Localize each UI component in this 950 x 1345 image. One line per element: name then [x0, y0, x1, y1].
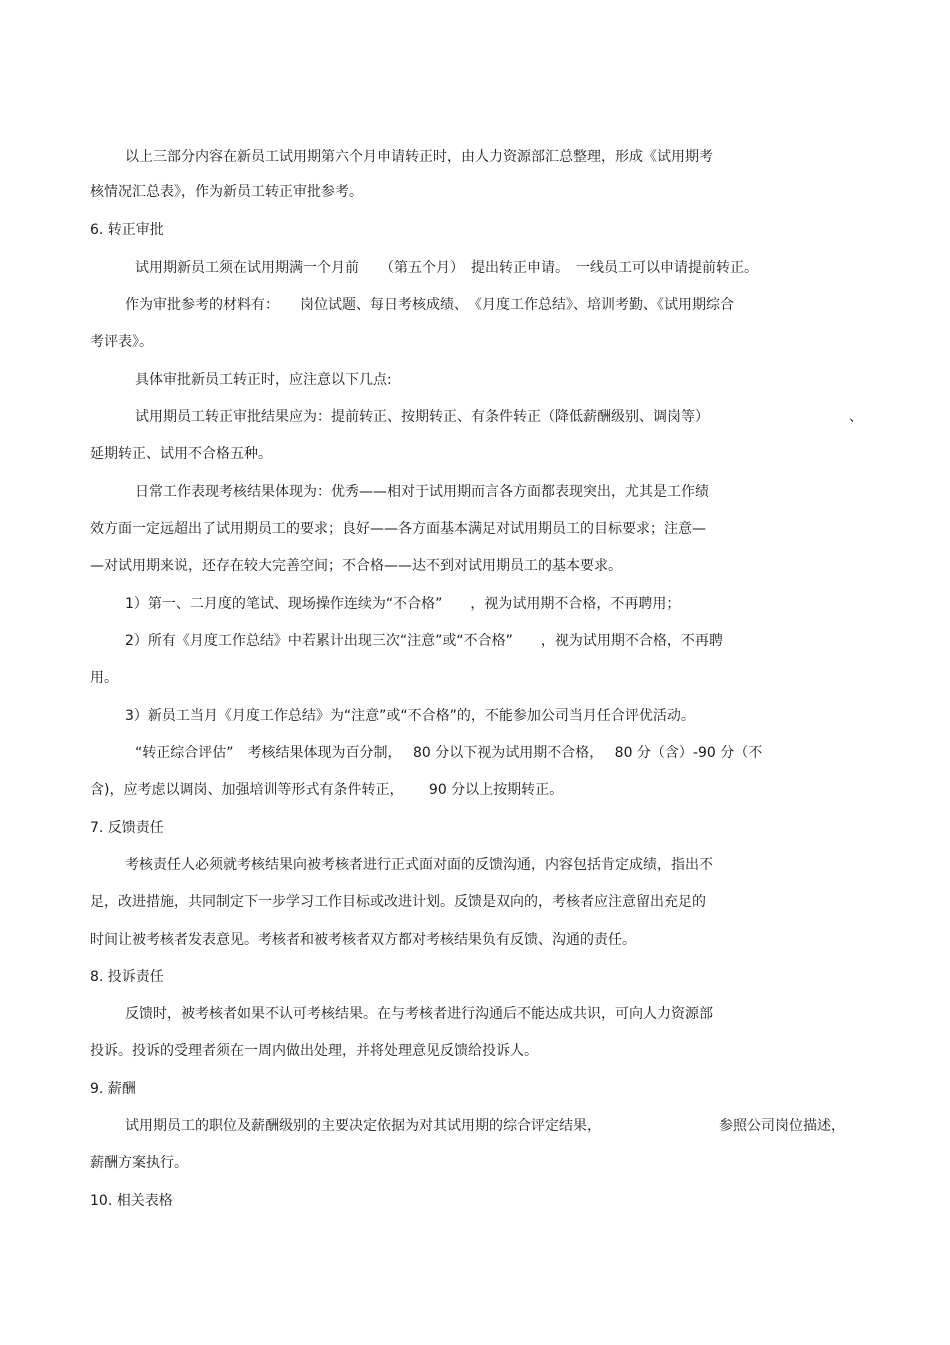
paragraph-line: 含)，应考虑以调岗、加强培训等形式有条件转正， 90 分以上按期转正。: [90, 782, 564, 798]
paragraph-line: 作为审批参考的材料有： 岗位试题、每日考核成绩、 《月度工作总结》、培训考勤、《试用期综合: [125, 297, 734, 313]
section-heading: 7. 反馈责任: [90, 820, 164, 836]
list-item: 2）所有《月度工作总结》中若累计出现三次“注意”或“不合格” ，视为试用期不合格，不再聘: [125, 633, 723, 649]
paragraph-line: 以上三部分内容在新员工试用期第六个月申请转正时，由人力资源部汇总整理，形成《试用期考: [125, 149, 713, 165]
paragraph-line: “转正综合评估” 考核结果体现为百分制， 80 分以下视为试用期不合格， 80 分（含）-90 分（不: [135, 745, 763, 761]
paragraph-line: 试用期新员工须在试用期满一个月前 （第五个月） 提出转正申请。 一线员工可以申请提前转正。: [135, 260, 758, 276]
paragraph-line: 考核责任人必须就考核结果向被考核者进行正式面对面的反馈沟通，内容包括肯定成绩，指出不: [125, 857, 713, 873]
paragraph-line: 核情况汇总表》，作为新员工转正审批参考。: [90, 184, 363, 200]
paragraph-line: —对试用期来说，还存在较大完善空间；不合格——达不到对试用期员工的基本要求。: [90, 558, 622, 574]
paragraph-line: 、: [849, 409, 863, 425]
section-heading: 9. 薪酬: [90, 1081, 136, 1097]
paragraph-line: 反馈时，被考核者如果不认可考核结果。在与考核者进行沟通后不能达成共识，可向人力资源部: [125, 1006, 713, 1022]
paragraph-line: 投诉。投诉的受理者须在一周内做出处理，并将处理意见反馈给投诉人。: [90, 1043, 538, 1059]
list-item: 1）第一、二月度的笔试、现场操作连续为“不合格” ，视为试用期不合格，不再聘用；: [125, 596, 681, 612]
section-heading: 10. 相关表格: [90, 1193, 173, 1209]
paragraph-line: 效方面一定远超出了试用期员工的要求；良好——各方面基本满足对试用期员工的目标要求；注意—: [90, 521, 706, 537]
paragraph-line: 足，改进措施，共同制定下一步学习工作目标或改进计划。反馈是双向的，考核者应注意留出充足的: [90, 894, 706, 910]
paragraph-line: 试用期员工转正审批结果应为：提前转正、按期转正、有条件转正（降低薪酬级别、调岗等）: [135, 409, 709, 425]
list-item: 3）新员工当月《月度工作总结》为“注意”或“不合格”的，不能参加公司当月任合评优活动。: [125, 708, 695, 724]
paragraph-line: 日常工作表现考核结果体现为：优秀——相对于试用期而言各方面都表现突出，尤其是工作绩: [135, 484, 709, 500]
list-item: 用。: [90, 670, 118, 686]
paragraph-line: 试用期员工的职位及薪酬级别的主要决定依据为对其试用期的综合评定结果，: [125, 1118, 601, 1134]
paragraph-line: 考评表》。: [90, 334, 153, 350]
paragraph-line: 延期转正、试用不合格五种。: [90, 446, 272, 462]
paragraph-line: 薪酬方案执行。: [90, 1155, 188, 1171]
paragraph-line: 时间让被考核者发表意见。考核者和被考核者双方都对考核结果负有反馈、沟通的责任。: [90, 932, 636, 948]
section-heading: 8. 投诉责任: [90, 969, 164, 985]
section-heading: 6. 转正审批: [90, 222, 164, 238]
paragraph-line: 具体审批新员工转正时，应注意以下几点:: [135, 372, 392, 388]
paragraph-line: 参照公司岗位描述，: [719, 1118, 845, 1134]
